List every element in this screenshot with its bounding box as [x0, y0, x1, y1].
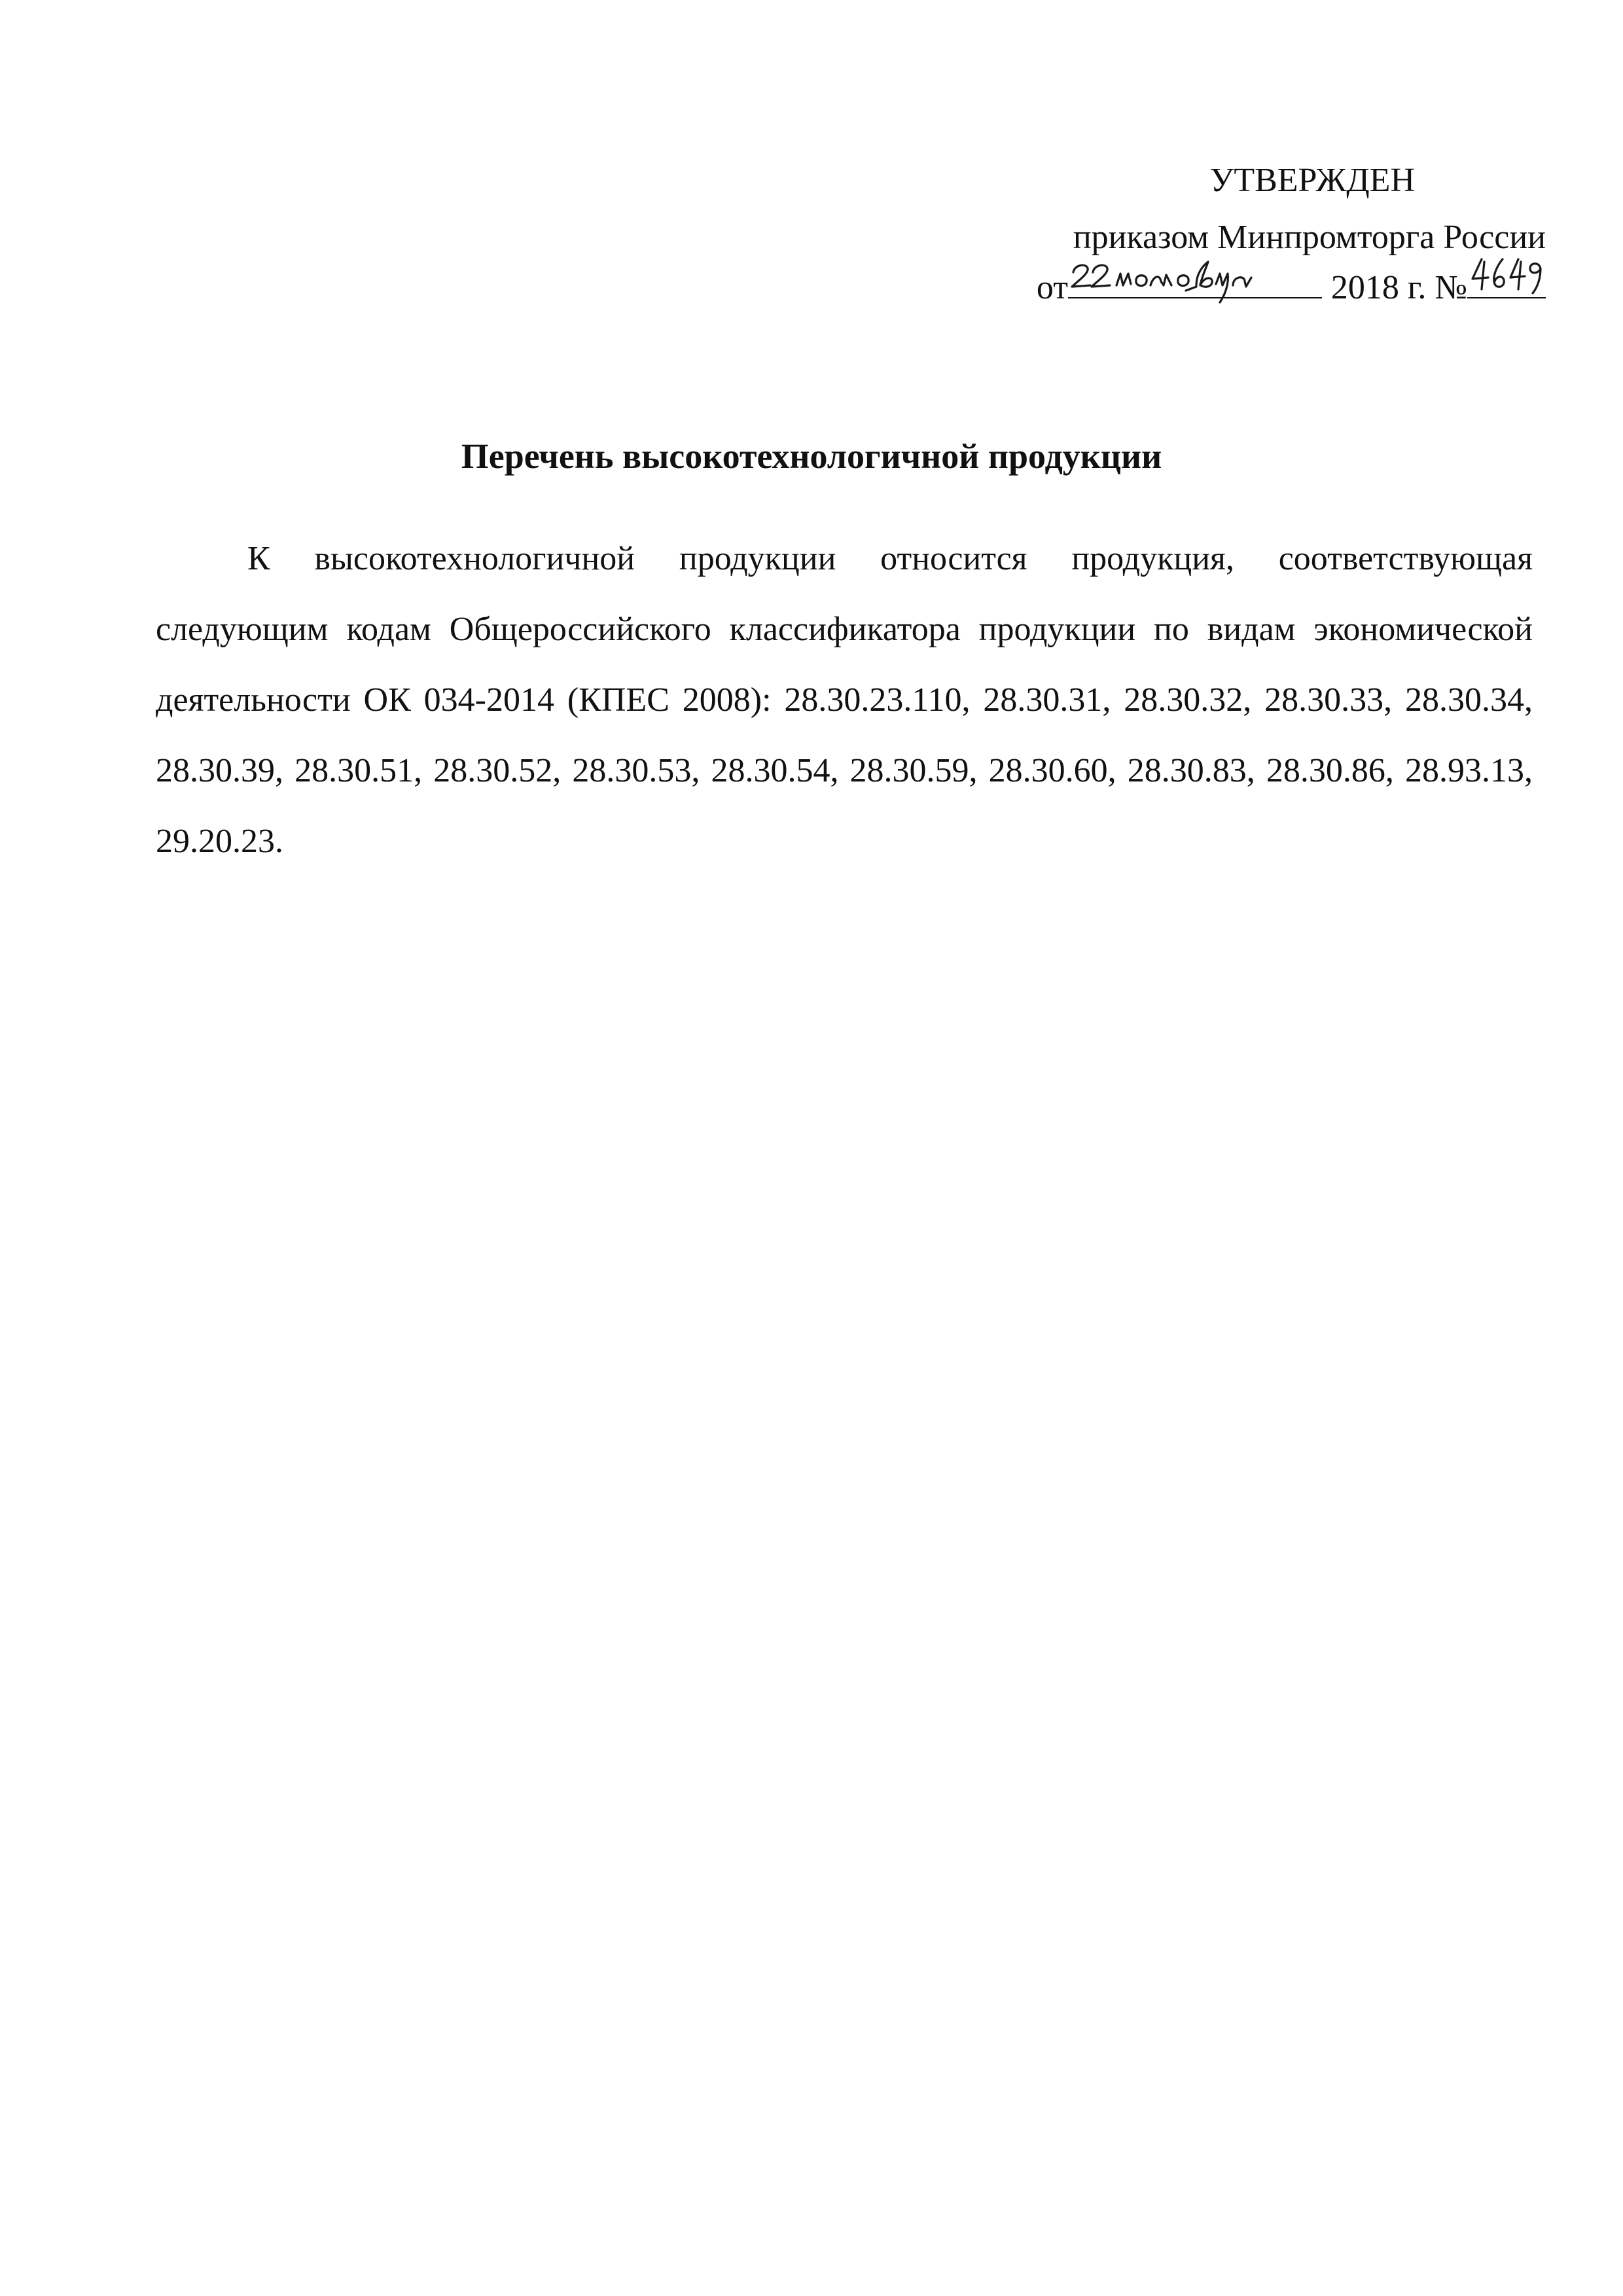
- date-field: [1068, 270, 1322, 298]
- order-line: приказом Минпромторга России: [1073, 219, 1546, 256]
- date-prefix: от: [1036, 269, 1068, 306]
- date-number-line: [1037, 270, 1546, 322]
- handwritten-number: [1467, 247, 1546, 306]
- approved-label: УТВЕРЖДЕН: [1209, 162, 1415, 199]
- document-title: Перечень высокотехнологичной продукции: [461, 437, 1162, 476]
- document-body: К высокотехнологичной продукции относится продукция, соответствующая следующим кодам Общероссийского классификатора продукции по видам экономической деятельности ОК 034-2014 (КПЕС 2008): 28.30.23.110, 28.30.31, 28.30.32, 28.30.33, 28.30.34, 28.30.39, 28.30.51, 28.30.52, 28.30.53, 28.30.54, 28.30.59, 28.30.60, 28.30.83, 28.30.86, 28.93.13, 29.20.23.: [156, 540, 1533, 860]
- year-text: 2018 г. №: [1330, 269, 1467, 306]
- order-number-field: [1467, 270, 1546, 298]
- handwritten-date: [1068, 247, 1322, 306]
